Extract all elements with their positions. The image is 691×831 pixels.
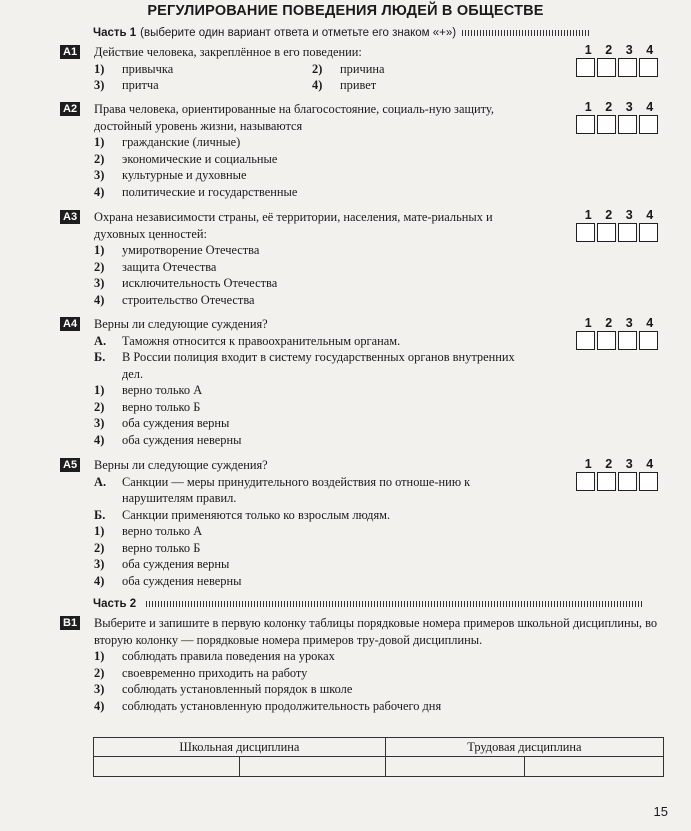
answer-box-2[interactable]: [597, 115, 616, 134]
option: 4) оба суждения неверны: [94, 573, 242, 588]
answer-box-2[interactable]: [597, 223, 616, 242]
question-label: A1: [60, 45, 80, 59]
answer-box-4[interactable]: [639, 223, 658, 242]
statement: Б. В России полиция входит в систему государственных органов внутренних дел.: [94, 350, 515, 381]
table-header-school: Школьная дисциплина: [94, 738, 386, 757]
question-text: Верны ли следующие суждения?: [94, 317, 268, 331]
part2-header: [93, 598, 644, 610]
answer-grid-a2: 1 2 3 4: [576, 100, 662, 134]
part2-divider: [146, 601, 644, 607]
answer-box-3[interactable]: [618, 472, 637, 491]
option: 2) защита Отечества: [94, 259, 217, 274]
answer-grid-a5: 1 2 3 4: [576, 457, 662, 491]
option: 1) умиротворение Отечества: [94, 243, 260, 257]
answer-box-3[interactable]: [618, 223, 637, 242]
answer-box-3[interactable]: [618, 58, 637, 77]
page-number: 15: [653, 804, 668, 819]
question-b1: [60, 615, 664, 714]
question-text: Верны ли следующие суждения?: [94, 458, 268, 472]
part1-divider: [462, 30, 590, 36]
option: 3) исключительность Отечества: [94, 276, 278, 290]
answer-box-4[interactable]: [639, 331, 658, 350]
answer-cell[interactable]: [94, 757, 240, 777]
part1-label: Часть 1: [93, 27, 137, 39]
option: 4) привет: [312, 78, 377, 92]
answer-box-3[interactable]: [618, 115, 637, 134]
statement: Б. Санкции применяются только ко взрослым людям.: [94, 507, 391, 522]
question-label: A3: [60, 210, 80, 224]
question-text: Охрана независимости страны, её территории, населения, мате-риальных и духовных ценностей:: [94, 210, 493, 241]
question-label: A5: [60, 458, 80, 472]
answer-box-1[interactable]: [576, 331, 595, 350]
question-text: Выберите и запишите в первую колонку таблицы порядковые номера примеров школьной дисциплины, во вторую колонку — порядковые номера примеров тру-довой дисциплины.: [94, 616, 658, 647]
option: 1) верно только А: [94, 524, 203, 538]
answer-cell[interactable]: [385, 757, 524, 777]
option: 1) гражданские (личные): [94, 135, 241, 149]
answer-box-2[interactable]: [597, 58, 616, 77]
answer-box-4[interactable]: [639, 115, 658, 134]
answer-cell[interactable]: [524, 757, 663, 777]
option: 3) притча: [94, 78, 159, 92]
option: 3) культурные и духовные: [94, 168, 247, 182]
question-text: Права человека, ориентированные на благосостояние, социаль-ную защиту, достойный уровень жизни, называются: [94, 102, 494, 133]
answer-box-1[interactable]: [576, 58, 595, 77]
question-a4: [60, 316, 530, 448]
option: 1) верно только А: [94, 383, 203, 397]
option: 3) соблюдать установленный порядок в школе: [94, 682, 353, 696]
option: 2) верно только Б: [94, 540, 201, 555]
answer-box-4[interactable]: [639, 58, 658, 77]
answer-table-b1: [93, 737, 664, 777]
option: 3) оба суждения верны: [94, 416, 230, 430]
option: 2) своевременно приходить на работу: [94, 665, 308, 680]
option: 1) привычка: [94, 61, 174, 76]
answer-grid-a1: 1 2 3 4: [576, 43, 662, 77]
option: 3) оба суждения верны: [94, 557, 230, 571]
answer-box-2[interactable]: [597, 331, 616, 350]
answer-cell[interactable]: [239, 757, 385, 777]
option: 4) соблюдать установленную продолжительность рабочего дня: [94, 698, 442, 713]
part1-header: [93, 27, 590, 39]
answer-box-2[interactable]: [597, 472, 616, 491]
question-a5: [60, 457, 530, 589]
part2-label: Часть 2: [93, 598, 137, 610]
statement: А. Санкции — меры принудительного воздействия по отноше-нию к нарушителям правил.: [94, 474, 471, 505]
answer-box-1[interactable]: [576, 115, 595, 134]
answer-box-3[interactable]: [618, 331, 637, 350]
question-a1: [60, 44, 530, 94]
option: 4) политические и государственные: [94, 184, 298, 199]
answer-grid-a4: 1 2 3 4: [576, 316, 662, 350]
question-text: Действие человека, закреплённое в его поведении:: [94, 45, 362, 59]
option: 1) соблюдать правила поведения на уроках: [94, 649, 335, 663]
answer-grid-a3: 1 2 3 4: [576, 208, 662, 242]
answer-box-1[interactable]: [576, 472, 595, 491]
question-label: A4: [60, 317, 80, 331]
page-title: РЕГУЛИРОВАНИЕ ПОВЕДЕНИЯ ЛЮДЕЙ В ОБЩЕСТВЕ: [147, 3, 544, 19]
question-a2: [60, 101, 530, 200]
answer-box-4[interactable]: [639, 472, 658, 491]
question-a3: [60, 209, 530, 308]
option: 4) строительство Отечества: [94, 292, 255, 307]
option: 4) оба суждения неверны: [94, 432, 242, 447]
statement: А. Таможня относится к правоохранительным органам.: [94, 333, 401, 348]
question-label: B1: [60, 616, 80, 630]
question-label: A2: [60, 102, 80, 116]
part1-instruction: (выберите один вариант ответа и отметьте его знаком «+»): [140, 27, 457, 39]
option: 2) причина: [312, 61, 385, 76]
table-header-labor: Трудовая дисциплина: [385, 738, 663, 757]
answer-box-1[interactable]: [576, 223, 595, 242]
option: 2) верно только Б: [94, 399, 201, 414]
option: 2) экономические и социальные: [94, 151, 278, 166]
